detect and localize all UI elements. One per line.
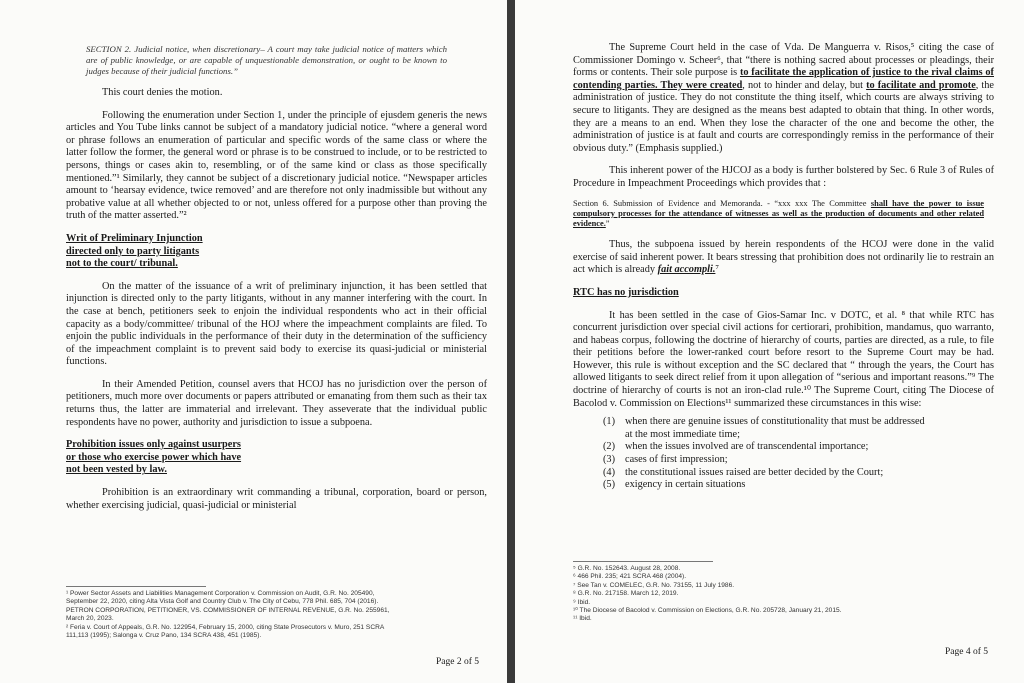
list-number: (5)	[603, 479, 616, 491]
list-text: when there are genuine issues of constitutionality that must be addressed at the most immediate time;	[625, 416, 925, 440]
page-number: Page 2 of 5	[435, 657, 479, 667]
heading-line: or those who exercise power which have	[66, 451, 242, 463]
paragraph-ejusdem-generis: Following the enumeration under Section 1, under the principle of ejusdem generis the news articles and You Tube links cannot be subject of a mandatory judicial notice. “where a general word or phrase follows an enumeration of particular and specific words of the same class or where the latter follow the former, the general word or phrase is to be construed to include, or to be restricted to persons, things or cases akin to, resembling, or of the same kind or class as those specifically mentioned.”¹ Similarly, they cannot be subject of a discretionary judicial notice. “Newspaper articles amount to ‘hearsay evidence, twice removed’ and are therefore not only inadmissible but without any probative value at all whether objected to or not, unless offered for a purpose other than proving the truth of the matter asserted.”²	[66, 109, 487, 222]
list-item	[603, 454, 994, 467]
heading-line: not to the court/ tribunal.	[66, 258, 178, 270]
text-run: Section 6. Submission of Evidence and Memoranda. - “xxx xxx The Committee	[573, 198, 871, 208]
footnote-line: ⁶ 466 Phil. 235; 421 SCRA 468 (2004).	[573, 573, 687, 581]
heading-writ-preliminary-injunction	[66, 233, 487, 271]
heading-line: Writ of Preliminary Injunction	[66, 232, 203, 244]
emphasis-text: to facilitate the application of justice to the rival claims of contending parties. They were created	[573, 67, 994, 91]
heading-prohibition	[66, 439, 487, 477]
footnote-line: ⁸ G.R. No. 217158. March 12, 2019.	[573, 590, 679, 598]
page-number: Page 4 of 5	[944, 647, 988, 657]
footnote-line: March 20, 2023.	[66, 615, 114, 623]
emphasis-text: to facilitate and promote	[866, 79, 976, 91]
list-number: (2)	[603, 441, 616, 453]
footnote-line: ⁷ See Tan v. COMELEC, G.R. No. 73155, 11 July 1986.	[573, 581, 735, 589]
footnote-line: ² Feria v. Court of Appeals, G.R. No. 122954, February 15, 2000, citing State Prosecutors v. Muro, 251 SCRA	[66, 623, 385, 631]
paragraph-subpoena	[573, 239, 994, 277]
text-run: , the administration of justice. They do not constitute the thing itself, which courts are always striving to secure to litigants. They are designed as the means best adapted to obtain that thing. In other words, they are a means to an end. When they lose the character of the one and become the other, the administration of justice is at fault and courts are correspondingly remiss in the performance of their obvious duty.” (Emphasis supplied.)	[573, 79, 994, 154]
footnote-line: ¹⁰ The Diocese of Bacolod v. Commission on Elections, G.R. No. 205728, January 21, 2015.	[573, 607, 842, 615]
paragraph-motion-denied: This court denies the motion.	[102, 87, 223, 98]
footnote-divider	[66, 586, 206, 587]
paragraph-gios-samar: It has been settled in the case of Gios-Samar Inc. v DOTC, et al. ⁸ that while RTC has concurrent jurisdiction over special civil actions for certiorari, prohibition, mandamus, quo warranto, and habeas corpus, following the doctrine of hierarchy of courts, parties are directed, as a rule, to file their petitions before the lower-ranked court before resort to the Supreme Court may be had. However, this rule is without exception and the SC declared that “ through the years, the Court has allowed litigants to seek direct relief from it upon allegation of “serious and important reasons.”⁹ The doctrine of hierarchy of courts is not an iron-clad rule.¹⁰ The Supreme Court, citing The Diocese of Bacolod v. Commission on Elections¹¹ summarized these circumstances in this wise:	[573, 309, 994, 409]
heading-rtc-no-jurisdiction: RTC has no jurisdiction	[573, 286, 679, 298]
text-run: , not to hinder and delay, but	[742, 79, 867, 91]
footnote-line: PETRON CORPORATION, PETITIONER, VS. COMMISSIONER OF INTERNAL REVENUE, G.R. No. 255961,	[66, 606, 390, 614]
paragraph-inherent-power: This inherent power of the HJCOJ as a body is further bolstered by Sec. 6 Rule 3 of Rules of Procedure in Impeachment Proceedings which provides that :	[573, 165, 994, 189]
footnote-line: September 22, 2020, citing Alta Vista Golf and Country Club v. The City of Cebu, 778 Phil. 685, 704 (2016).	[66, 598, 379, 606]
emphasis-text: fait accompli.	[657, 264, 716, 276]
list-text: exigency in certain situations	[625, 479, 746, 491]
emphasis-text: shall have the power to issue compulsory processes for the attendance of witnesses as well as the production of documents and other related evidence.	[573, 198, 984, 228]
section-2-quote: SECTION 2. Judicial notice, when discretionary– A court may take judicial notice of matters which are of public knowledge, or are capable of unquestionable demonstration, or ought to be known to judges because of their judicial functions.”	[86, 44, 447, 76]
list-item	[603, 479, 994, 492]
list-item	[603, 416, 994, 441]
document-page-4	[515, 0, 1024, 683]
text-run: The Supreme Court held in the case of Vda. De Manguerra v. Risos,⁵ citing the case of Commissioner Domingo v. Scheer⁶, that “there is nothing sacred about processes or pleadings, their forms or contents. Their sole purpose is	[573, 42, 994, 79]
text-run: ⁷	[715, 264, 719, 276]
paragraph-prohibition: Prohibition is an extraordinary writ commanding a tribunal, corporation, board or person, whether exercising judicial, quasi-judicial or ministerial	[66, 487, 487, 511]
footnotes	[66, 590, 483, 640]
list-item	[603, 467, 994, 480]
text-run: Thus, the subpoena issued by herein respondents of the HCOJ were done in the valid exercise of said inherent power. It bears stressing that prohibition does not ordinarily lie to restrain an act which is already	[573, 239, 994, 276]
list-text: cases of first impression;	[625, 454, 728, 466]
list-text: the constitutional issues raised are better decided by the Court;	[625, 466, 884, 478]
text-run: ”	[605, 218, 610, 228]
footnote-line: 111,113 (1995); Salonga v. Cruz Pano, 134 SCRA 438, 451 (1985).	[66, 632, 262, 640]
footnote-line: ¹¹ Ibid.	[573, 615, 592, 623]
footnote-divider	[573, 561, 713, 562]
heading-line: Prohibition issues only against usurpers	[66, 439, 241, 451]
circumstances-list	[603, 416, 994, 492]
section-6-quote	[573, 199, 994, 230]
document-page-2	[0, 0, 507, 683]
list-text: when the issues involved are of transcendental importance;	[625, 441, 869, 453]
paragraph-injunction: On the matter of the issuance of a writ of preliminary injunction, it has been settled that injunction is directed only to the party litigants, without in any manner interfering with the court. In the case at bench, petitioners seek to enjoin the individual respondents who act in their official capacity as a body/committee/ tribunal of the HOJ where the impeachment complaints are filed. To enjoin the public individuals in the performance of their duty in the determination of the sufficiency of the impeachment complaint is to prevent said body to exercise its quasi-judicial or ministerial functions.	[66, 280, 487, 368]
list-number: (1)	[603, 416, 616, 428]
heading-line: directed only to party litigants	[66, 245, 200, 257]
list-number: (3)	[603, 454, 616, 466]
list-number: (4)	[603, 466, 616, 478]
footnote-line: ¹ Power Sector Assets and Liabilities Management Corporation v. Commission on Audit, G.R. No. 205490,	[66, 590, 375, 597]
footnote-line: ⁹ Ibid.	[573, 598, 591, 606]
footnote-line: ⁵ G.R. No. 152643. August 28, 2008.	[573, 565, 681, 572]
footnotes	[573, 565, 1000, 624]
heading-line: not been vested by law.	[66, 464, 167, 476]
paragraph-supreme-court-held	[573, 42, 994, 155]
paragraph-amended-petition: In their Amended Petition, counsel avers that HCOJ has no jurisdiction over the person of petitioners, much more over documents or papers attributed or emanating from them such as their tax returns thus, the latter are immaterial and irrelevant. They asseverate that the individual public respondents have no power, authority and jurisdiction to issue a subpoena.	[66, 378, 487, 428]
list-item	[603, 441, 994, 454]
